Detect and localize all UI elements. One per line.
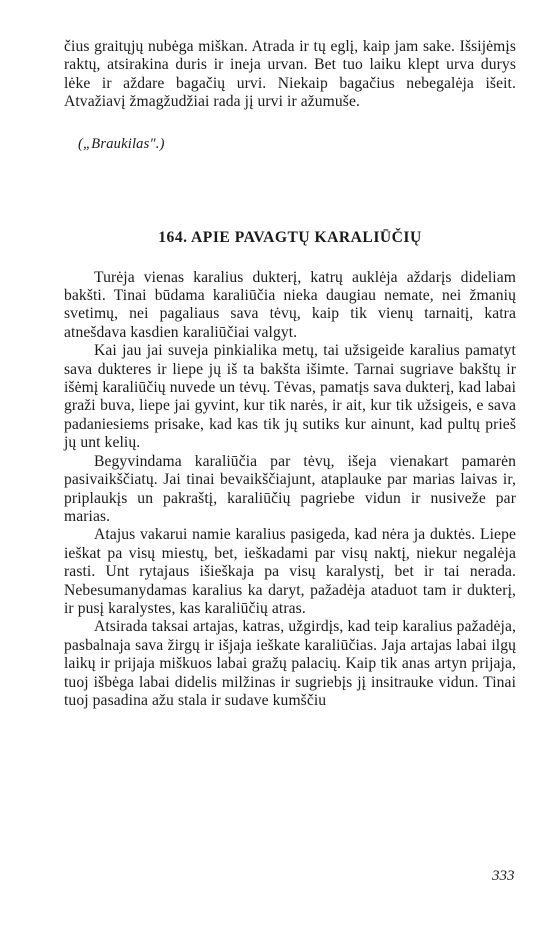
story-paragraph-5: Atsirada taksai artajas, katras, užgirdįs, kad teip karalius pažadėja, pasbalnaja sava žirgų ir išjaja ieškate karaliūčias. Jaja artajas labai ilgų laikų ir prijaja miškuos labai gražų palacių. Kaip tik anas artyn prijaja, tuoj išbėga labai didelis milžinas ir sugriebįs jį insitrauke vidun. Tinai tuoj pasadina ažu stala ir sudave kumščiu (64, 618, 516, 709)
continuation-paragraph: čius graitųjų nubėga miškan. Atrada ir tų eglį, kaip jam sake. Išsijėmįs raktų, atsirakina duris ir ineja urvan. Bet tuo laiku klept urva durys lėke ir aždare bagačių urvi. Niekaip bagačius nebegalėja išeit. Atvažiavį žmagžudžiai rada jį urvi ir ažumuše. (64, 38, 516, 111)
story-paragraph-3: Begyvindama karaliūčia par tėvų, išeja vienakart pamarėn pasivaikščiatų. Jai tinai bevaikščiajunt, ataplauke par marias laivas ir, priplaukįs un pakraštį, karaliūčių pagriebe vidun ir nusiveže par marias. (64, 452, 516, 525)
story-paragraph-4: Atajus vakarui namie karalius pasigeda, kad nėra ja duktės. Liepe ieškat pa visų miestų, bet, ieškadami par visų naktį, niekur negalėja rasti. Unt rytajaus išieškaja pa visų karalystį, bet ir tai nerada. Nebesumanydamas karalius ka daryt, pažadėja ataduot tam ir dukterį, ir pusį karalystes, kas karaliūčių atras. (64, 526, 516, 617)
story-paragraph-1: Turėja vienas karalius dukterį, katrų auklėja aždarįs dideliam bakšti. Tinai būdama karaliūčia nieka daugiau nemate, nei žmanių svetimų, nei pagaliaus sava tėvų, kaip tik vienų tarnaitį, katra atnešdava kasdien karaliūčiai valgyt. (64, 268, 516, 341)
source-citation: („Braukilas".) (78, 135, 165, 152)
story-heading: 164. APIE PAVAGTŲ KARALIŪČIŲ (158, 228, 422, 246)
book-page (64, 38, 516, 710)
story-paragraph-2: Kai jau jai suveja pinkialika metų, tai užsigeide karalius pamatyt sava dukteres ir liepe jų iš ta bakšta išimte. Tarnai sugriave bakštų ir išėmį karaliūčių nuvede un tėvų. Tėvas, pamatįs sava dukterį, kad labai graži buva, liepe jai gyvint, kur tik narės, ir ait, kur tik užsigeis, e sava padaniesiems prisake, kad kas tik jų sutiks kur ainunt, kad pultų prieš jų unt kelių. (64, 342, 516, 452)
page-number: 333 (492, 868, 515, 884)
